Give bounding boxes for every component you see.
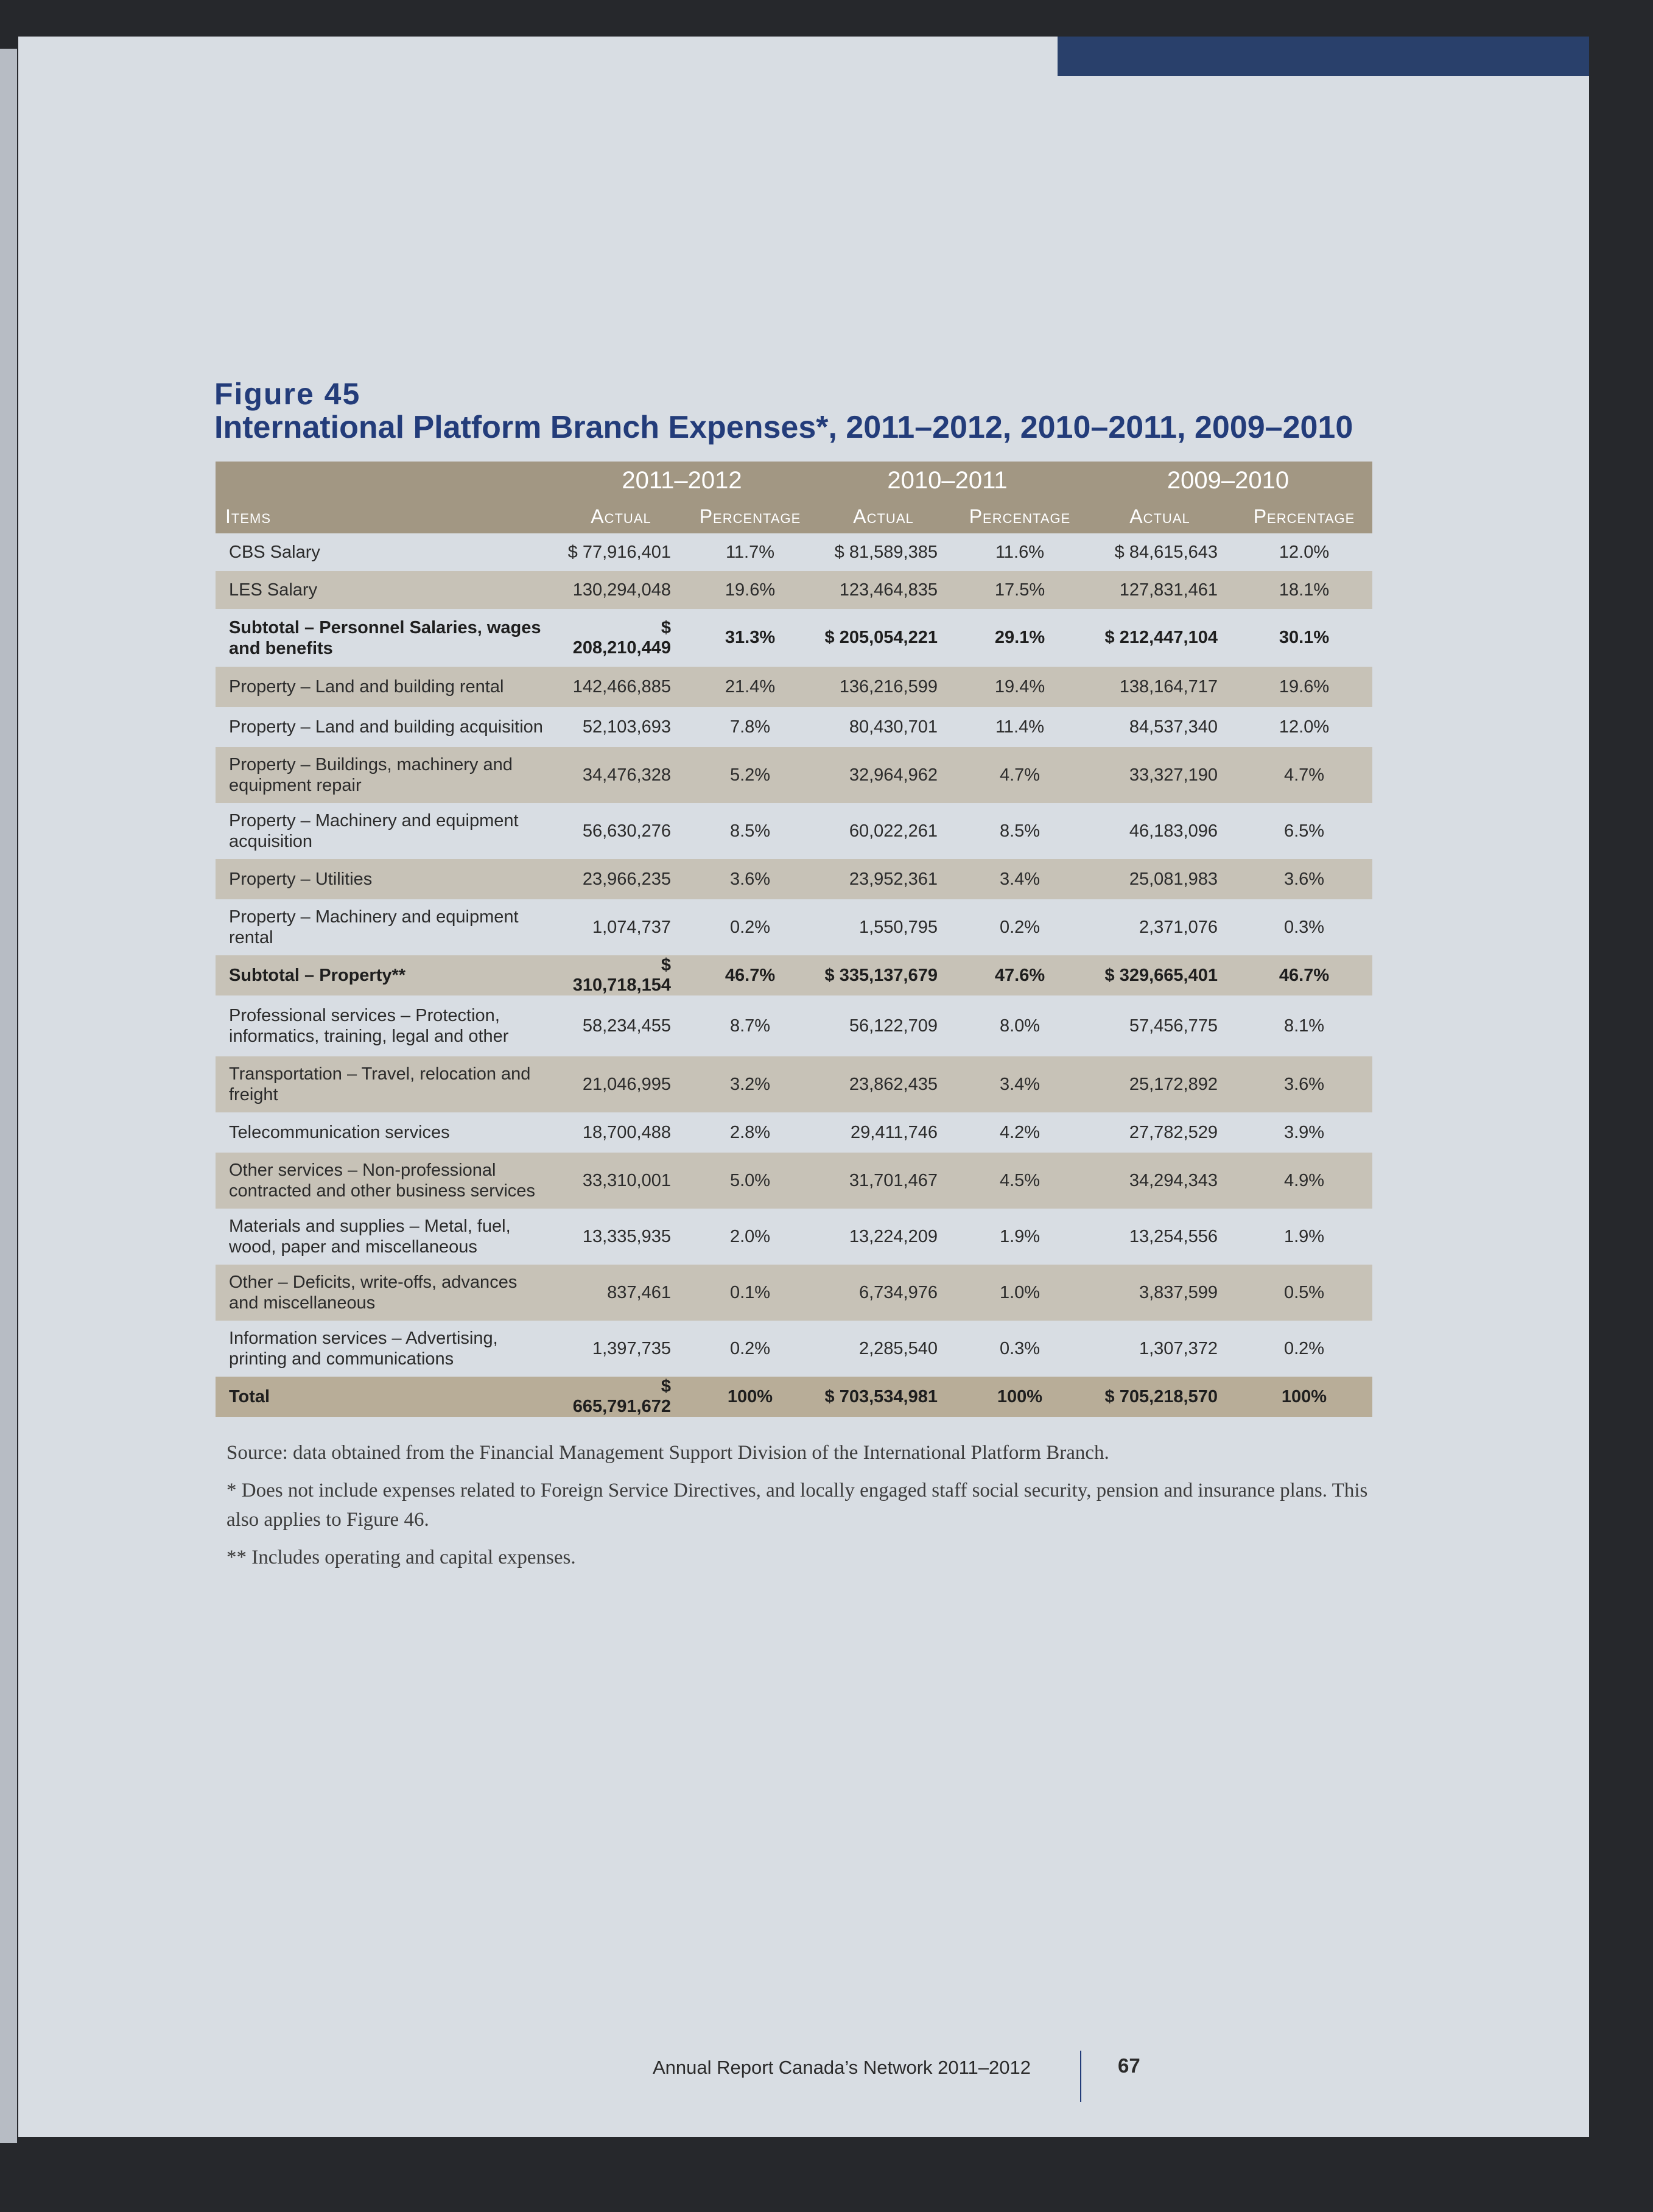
actual-cell: 3,837,599	[1084, 1265, 1236, 1321]
actual-column-header: Actual	[811, 499, 956, 533]
percentage-cell: 0.5%	[1236, 1265, 1372, 1321]
item-cell: Other services – Non-professional contracted and other business services	[216, 1153, 553, 1209]
actual-cell: 56,122,709	[811, 995, 956, 1056]
percentage-cell: 19.4%	[956, 667, 1084, 707]
actual-column-header: Actual	[553, 499, 689, 533]
section-color-tab	[1058, 37, 1589, 76]
percentage-cell: 8.5%	[689, 803, 811, 859]
table-row	[216, 1209, 1372, 1265]
percentage-cell: 31.3%	[689, 609, 811, 667]
actual-cell: $ 212,447,104	[1084, 609, 1236, 667]
percentage-cell: 0.2%	[956, 899, 1084, 955]
actual-cell: 57,456,775	[1084, 995, 1236, 1056]
table-row	[216, 1321, 1372, 1377]
percentage-cell: 4.7%	[956, 747, 1084, 803]
item-cell: Subtotal – Personnel Salaries, wages and benefits	[216, 609, 553, 667]
percentage-cell: 4.7%	[1236, 747, 1372, 803]
actual-cell: 58,234,455	[553, 995, 689, 1056]
source-note: Source: data obtained from the Financial Management Support Division of the International Platform Branch.	[226, 1442, 1109, 1464]
percentage-cell: 0.1%	[689, 1265, 811, 1321]
actual-cell: 21,046,995	[553, 1056, 689, 1112]
year-header-2010-2011: 2010–2011	[811, 462, 1084, 499]
percentage-cell: 30.1%	[1236, 609, 1372, 667]
actual-cell: 32,964,962	[811, 747, 956, 803]
item-cell: Property – Buildings, machinery and equipment repair	[216, 747, 553, 803]
table-row	[216, 859, 1372, 899]
percentage-cell: 3.4%	[956, 859, 1084, 899]
percentage-cell: 11.7%	[689, 533, 811, 571]
actual-cell: 837,461	[553, 1265, 689, 1321]
actual-cell: 34,476,328	[553, 747, 689, 803]
actual-cell: 33,310,001	[553, 1153, 689, 1209]
actual-cell: 56,630,276	[553, 803, 689, 859]
actual-cell: 46,183,096	[1084, 803, 1236, 859]
percentage-cell: 3.2%	[689, 1056, 811, 1112]
actual-cell: 52,103,693	[553, 707, 689, 747]
percentage-cell: 0.2%	[689, 1321, 811, 1377]
actual-cell: 29,411,746	[811, 1112, 956, 1153]
percentage-cell: 0.2%	[1236, 1321, 1372, 1377]
actual-cell: 25,081,983	[1084, 859, 1236, 899]
percentage-cell: 1.9%	[956, 1209, 1084, 1265]
percentage-cell: 47.6%	[956, 955, 1084, 995]
actual-cell: 18,700,488	[553, 1112, 689, 1153]
actual-cell: $ 665,791,672	[553, 1377, 689, 1417]
percentage-cell: 5.2%	[689, 747, 811, 803]
percentage-cell: 4.9%	[1236, 1153, 1372, 1209]
percentage-cell: 46.7%	[1236, 955, 1372, 995]
percentage-cell: 8.0%	[956, 995, 1084, 1056]
actual-cell: 6,734,976	[811, 1265, 956, 1321]
year-header-2011-2012: 2011–2012	[553, 462, 811, 499]
footer-report-title: Annual Report Canada’s Network 2011–2012	[653, 2057, 1031, 2078]
actual-cell: $ 84,615,643	[1084, 533, 1236, 571]
percentage-cell: 17.5%	[956, 571, 1084, 609]
table-row	[216, 571, 1372, 609]
item-cell: Information services – Advertising, printing and communications	[216, 1321, 553, 1377]
item-cell: Property – Land and building acquisition	[216, 707, 553, 747]
table-row	[216, 803, 1372, 859]
percentage-cell: 11.4%	[956, 707, 1084, 747]
actual-cell: 13,254,556	[1084, 1209, 1236, 1265]
percentage-cell: 1.0%	[956, 1265, 1084, 1321]
actual-cell: 27,782,529	[1084, 1112, 1236, 1153]
actual-cell: 80,430,701	[811, 707, 956, 747]
percentage-cell: 100%	[689, 1377, 811, 1417]
item-cell: Total	[216, 1377, 553, 1417]
actual-cell: 130,294,048	[553, 571, 689, 609]
items-column-header: Items	[216, 499, 553, 533]
actual-cell: $ 208,210,449	[553, 609, 689, 667]
year-header-row	[216, 462, 1372, 499]
figure-title: International Platform Branch Expenses*, 2011–2012, 2010–2011, 2009–2010	[214, 410, 1353, 445]
percentage-cell: 46.7%	[689, 955, 811, 995]
year-header-blank	[216, 462, 553, 499]
percentage-cell: 11.6%	[956, 533, 1084, 571]
percentage-cell: 19.6%	[689, 571, 811, 609]
actual-cell: 136,216,599	[811, 667, 956, 707]
actual-cell: 1,074,737	[553, 899, 689, 955]
item-cell: Other – Deficits, write-offs, advances and miscellaneous	[216, 1265, 553, 1321]
percentage-column-header: Percentage	[956, 499, 1084, 533]
percentage-cell: 0.3%	[956, 1321, 1084, 1377]
item-cell: Materials and supplies – Metal, fuel, wood, paper and miscellaneous	[216, 1209, 553, 1265]
actual-cell: 1,397,735	[553, 1321, 689, 1377]
actual-cell: $ 705,218,570	[1084, 1377, 1236, 1417]
actual-cell: 142,466,885	[553, 667, 689, 707]
actual-cell: 84,537,340	[1084, 707, 1236, 747]
percentage-cell: 1.9%	[1236, 1209, 1372, 1265]
table-row	[216, 747, 1372, 803]
actual-cell: 33,327,190	[1084, 747, 1236, 803]
actual-cell: $ 335,137,679	[811, 955, 956, 995]
actual-cell: 34,294,343	[1084, 1153, 1236, 1209]
page-number: 67	[1118, 2054, 1140, 2077]
table-row	[216, 1153, 1372, 1209]
table-row	[216, 1265, 1372, 1321]
percentage-cell: 2.8%	[689, 1112, 811, 1153]
actual-cell: 23,862,435	[811, 1056, 956, 1112]
percentage-cell: 3.4%	[956, 1056, 1084, 1112]
percentage-cell: 29.1%	[956, 609, 1084, 667]
actual-column-header: Actual	[1084, 499, 1236, 533]
figure-notes	[226, 1438, 1371, 1581]
expenses-table	[216, 462, 1372, 1417]
percentage-cell: 12.0%	[1236, 707, 1372, 747]
footnote-asterisk: * Does not include expenses related to Foreign Service Directives, and locally engaged staff social security, pension and insurance plans. This also applies to Figure 46.	[226, 1480, 1368, 1531]
percentage-column-header: Percentage	[689, 499, 811, 533]
figure-label: Figure 45	[214, 377, 361, 411]
actual-cell: 60,022,261	[811, 803, 956, 859]
table-row	[216, 533, 1372, 571]
total-row	[216, 1377, 1372, 1417]
table-row	[216, 899, 1372, 955]
item-cell: Transportation – Travel, relocation and freight	[216, 1056, 553, 1112]
actual-cell: 123,464,835	[811, 571, 956, 609]
percentage-cell: 19.6%	[1236, 667, 1372, 707]
table-row	[216, 1056, 1372, 1112]
item-cell: Property – Machinery and equipment rental	[216, 899, 553, 955]
actual-cell: 2,285,540	[811, 1321, 956, 1377]
year-header-2009-2010: 2009–2010	[1084, 462, 1372, 499]
footnote-double-asterisk: ** Includes operating and capital expenses.	[226, 1547, 576, 1568]
actual-cell: 23,952,361	[811, 859, 956, 899]
actual-cell: $ 77,916,401	[553, 533, 689, 571]
percentage-cell: 2.0%	[689, 1209, 811, 1265]
actual-cell: 13,224,209	[811, 1209, 956, 1265]
actual-cell: 2,371,076	[1084, 899, 1236, 955]
actual-cell: $ 81,589,385	[811, 533, 956, 571]
footer-divider	[1080, 2051, 1081, 2102]
percentage-cell: 3.6%	[1236, 859, 1372, 899]
percentage-cell: 6.5%	[1236, 803, 1372, 859]
percentage-cell: 3.6%	[689, 859, 811, 899]
percentage-cell: 0.3%	[1236, 899, 1372, 955]
percentage-cell: 3.9%	[1236, 1112, 1372, 1153]
actual-cell: 1,550,795	[811, 899, 956, 955]
percentage-cell: 8.5%	[956, 803, 1084, 859]
percentage-cell: 8.7%	[689, 995, 811, 1056]
actual-cell: $ 205,054,221	[811, 609, 956, 667]
actual-cell: 31,701,467	[811, 1153, 956, 1209]
item-cell: Property – Land and building rental	[216, 667, 553, 707]
item-cell: Property – Machinery and equipment acquisition	[216, 803, 553, 859]
table-row	[216, 707, 1372, 747]
table-row	[216, 995, 1372, 1056]
percentage-cell: 8.1%	[1236, 995, 1372, 1056]
expenses-table-container	[216, 462, 1372, 1417]
item-cell: Property – Utilities	[216, 859, 553, 899]
actual-cell: 138,164,717	[1084, 667, 1236, 707]
table-row	[216, 667, 1372, 707]
column-header-row	[216, 499, 1372, 533]
percentage-cell: 4.5%	[956, 1153, 1084, 1209]
item-cell: LES Salary	[216, 571, 553, 609]
book-spine-edge	[0, 49, 17, 2143]
percentage-cell: 21.4%	[689, 667, 811, 707]
percentage-cell: 5.0%	[689, 1153, 811, 1209]
actual-cell: 1,307,372	[1084, 1321, 1236, 1377]
percentage-cell: 7.8%	[689, 707, 811, 747]
actual-cell: 13,335,935	[553, 1209, 689, 1265]
percentage-cell: 4.2%	[956, 1112, 1084, 1153]
item-cell: Subtotal – Property**	[216, 955, 553, 995]
actual-cell: 23,966,235	[553, 859, 689, 899]
percentage-cell: 100%	[1236, 1377, 1372, 1417]
actual-cell: $ 310,718,154	[553, 955, 689, 995]
subtotal-row	[216, 955, 1372, 995]
percentage-cell: 100%	[956, 1377, 1084, 1417]
item-cell: CBS Salary	[216, 533, 553, 571]
percentage-column-header: Percentage	[1236, 499, 1372, 533]
percentage-cell: 18.1%	[1236, 571, 1372, 609]
actual-cell: 127,831,461	[1084, 571, 1236, 609]
actual-cell: $ 703,534,981	[811, 1377, 956, 1417]
percentage-cell: 3.6%	[1236, 1056, 1372, 1112]
actual-cell: 25,172,892	[1084, 1056, 1236, 1112]
actual-cell: $ 329,665,401	[1084, 955, 1236, 995]
table-row	[216, 1112, 1372, 1153]
percentage-cell: 0.2%	[689, 899, 811, 955]
item-cell: Professional services – Protection, informatics, training, legal and other	[216, 995, 553, 1056]
subtotal-row	[216, 609, 1372, 667]
percentage-cell: 12.0%	[1236, 533, 1372, 571]
item-cell: Telecommunication services	[216, 1112, 553, 1153]
